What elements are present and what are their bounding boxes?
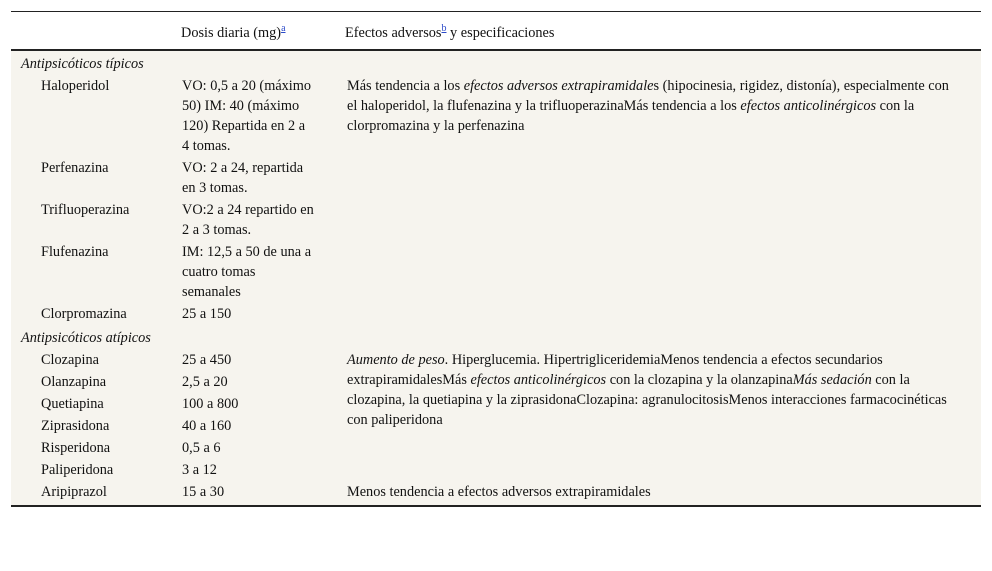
effects-text: con la clozapina y la olanzapina [606,371,793,388]
group-row-atypical [11,325,981,349]
drug-dose: 100 a 800 [182,395,239,412]
drug-dose: 25 a 150 [182,305,232,322]
drug-name: Risperidona [41,439,111,456]
header-drug [11,12,171,50]
effects-text-italic: efectos anticolinérgicos [470,371,607,388]
header-dose-label: Dosis diaria (mg) [181,24,282,41]
drug-dose: 25 a 450 [182,351,232,368]
header-row [11,12,981,50]
drug-name: Haloperidol [41,77,110,94]
drug-name: Flufenazina [41,243,109,260]
drug-name: Clozapina [41,351,99,368]
drug-name: Trifluoperazina [41,201,130,218]
table-row [11,75,981,157]
drug-dose: VO:2 a 24 repartido en 2 a 3 tomas. [182,201,314,238]
effects-text: con la clorpromazina y la perfenazina [347,97,915,134]
effects-text: . Hiperglucemia. HipertrigliceridemiaMenos tendencia a efectos secundarios extrapiramidalesMás [347,351,883,388]
effects-text: Más tendencia a los [347,77,464,94]
effects-text-italic: Aumento de peso [347,351,445,368]
drug-dose: VO: 2 a 24, repartida en 3 tomas. [182,159,304,196]
drug-name: Clorpromazina [41,305,127,322]
drug-name: Ziprasidona [41,417,110,434]
drug-name: Olanzapina [41,373,107,390]
drug-dose: VO: 0,5 a 20 (máximo 50) IM: 40 (máximo 120) Repartida en 2 a 4 tomas. [182,77,312,154]
effects-text-italic: efectos anticolinérgicos [740,97,877,114]
atypical-effects [335,349,981,481]
drug-dose: 2,5 a 20 [182,373,228,390]
table-container [11,11,981,507]
header-effects-label: Efectos adversos [345,24,442,41]
effects-text: s (hipocinesia, rigidez, distonía), especialmente con el haloperidol, la flufenazina y la trifluoperazinaMás tendencia a los [347,77,949,114]
antipsychotics-table [11,11,981,507]
drug-name: Paliperidona [41,461,114,478]
header-effects-suffix: y especificaciones [446,24,555,41]
typical-effects [335,75,981,325]
effects-text: con la clozapina, la quetiapina y la ziprasidonaClozapina: agranulocitosisMenos interacciones farmacocinéticas con paliperidona [347,371,947,428]
drug-dose: 15 a 30 [171,481,335,506]
effects-text-italic: Más sedación [792,371,872,388]
aripiprazol-effects: Menos tendencia a efectos adversos extrapiramidales [335,481,981,506]
footnote-a-link[interactable]: a [281,23,286,34]
effects-text-italic: efectos adversos extrapiramidale [463,77,654,94]
drug-name: Aripiprazol [11,481,171,506]
drug-name: Perfenazina [41,159,109,176]
group-label-typical: Antipsicóticos típicos [21,55,144,72]
group-row-typical [11,50,981,75]
drug-dose: 40 a 160 [182,417,232,434]
group-label-atypical: Antipsicóticos atípicos [21,329,151,346]
drug-name: Quetiapina [41,395,104,412]
table-row [11,481,981,506]
drug-dose: 3 a 12 [182,461,217,478]
header-dose [171,12,335,50]
footnote-b-link[interactable]: b [441,23,447,34]
drug-dose: 0,5 a 6 [182,439,221,456]
header-effects [335,12,981,50]
drug-dose: IM: 12,5 a 50 de una a cuatro tomas semanales [182,243,312,300]
table-row [11,349,981,371]
